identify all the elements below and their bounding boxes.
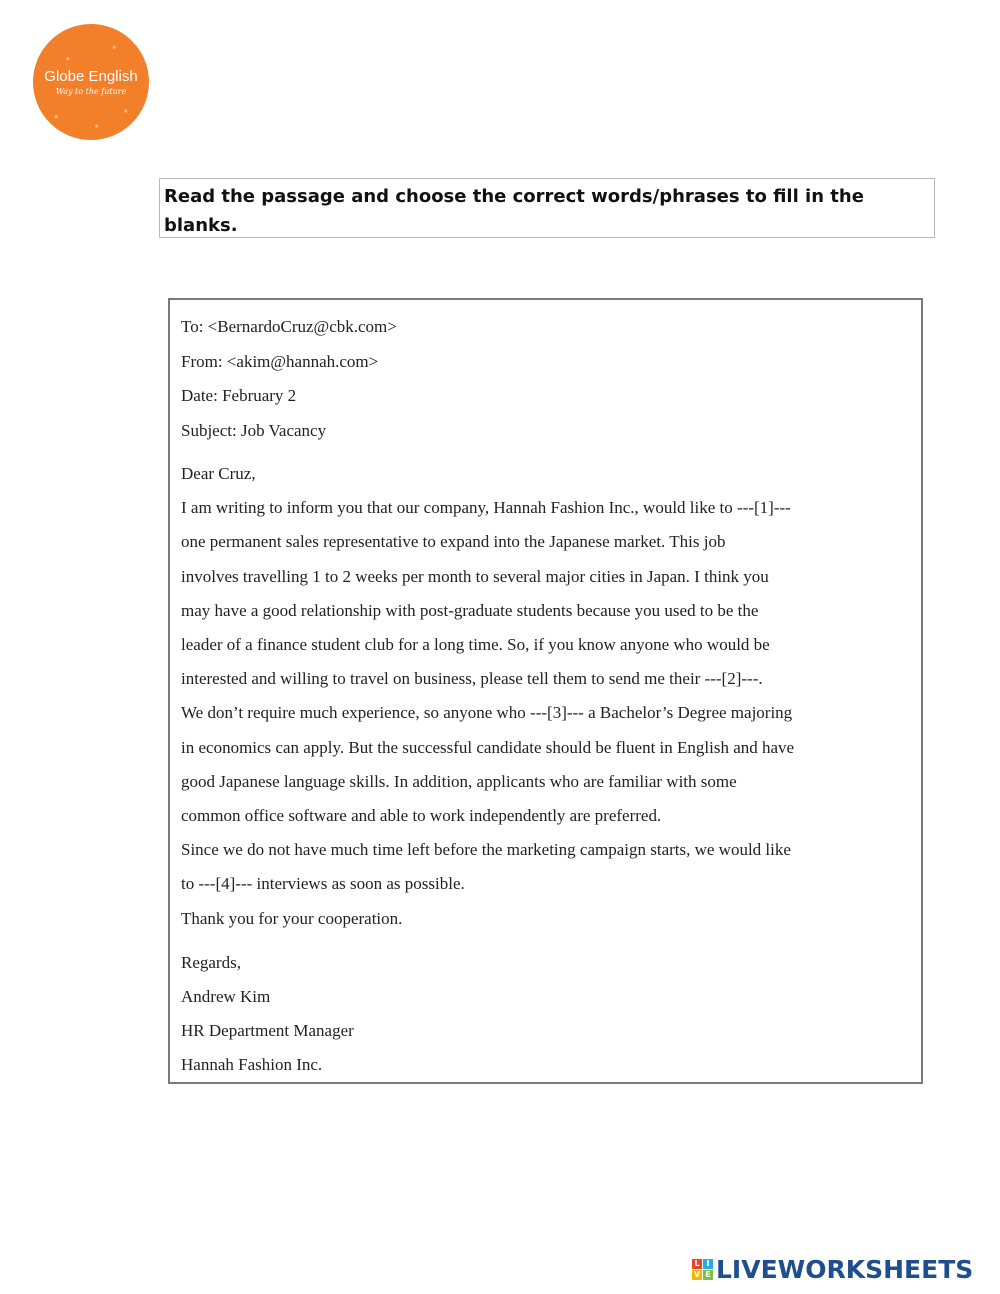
email-subject: Subject: Job Vacancy — [181, 420, 327, 440]
email-closing: Regards, — [181, 952, 241, 972]
email-signer-name: Andrew Kim — [181, 987, 271, 1007]
email-body-line: interested and willing to travel on business, please tell them to send me their ---[2]---. — [181, 669, 763, 689]
block-i: I — [703, 1259, 713, 1269]
email-body-line: may have a good relationship with post-graduate students because you used to be the — [181, 600, 759, 620]
email-body-line: Since we do not have much time left before the marketing campaign starts, we would like — [181, 840, 791, 860]
logo-title: Globe English — [44, 67, 138, 85]
email-body-line: good Japanese language skills. In addition, applicants who are familiar with some — [181, 771, 737, 791]
email-body-line: involves travelling 1 to 2 weeks per month to several major cities in Japan. I think you — [181, 566, 769, 586]
email-greeting: Dear Cruz, — [181, 464, 256, 483]
email-signer-title: HR Department Manager — [181, 1021, 354, 1041]
email-body-line: leader of a finance student club for a long time. So, if you know anyone who would be — [181, 635, 770, 655]
email-signer-company: Hannah Fashion Inc. — [181, 1055, 323, 1075]
liveworksheets-logo — [692, 1254, 973, 1284]
block-l: L — [692, 1259, 702, 1269]
liveworksheets-blocks-icon — [692, 1259, 713, 1280]
globe-english-logo — [33, 24, 149, 140]
email-from: From: <akim@hannah.com> — [181, 351, 379, 371]
block-e: E — [703, 1270, 713, 1280]
email-body-line: to ---[4]--- interviews as soon as possible. — [181, 874, 465, 894]
instruction-box — [159, 178, 935, 238]
block-v: V — [693, 1269, 701, 1279]
email-body-line: in economics can apply. But the successful candidate should be fluent in English and have — [181, 737, 795, 757]
instruction-text: Read the passage and choose the correct words/phrases to fill in the blanks. — [164, 186, 864, 236]
email-body-line: I am writing to inform you that our company, Hannah Fashion Inc., would like to ---[1]--- — [181, 498, 791, 518]
email-body-line: We don’t require much experience, so anyone who ---[3]--- a Bachelor’s Degree majoring — [181, 703, 793, 723]
email-to: To: <BernardoCruz@cbk.com> — [181, 317, 397, 336]
email-date: Date: February 2 — [181, 386, 297, 405]
email-body-line: Thank you for your cooperation. — [181, 908, 403, 928]
logo-tagline: Way to the future — [55, 86, 127, 96]
liveworksheets-brand: LIVEWORKSHEETS — [716, 1254, 974, 1284]
email-passage — [168, 298, 923, 1084]
email-body-line: one permanent sales representative to expand into the Japanese market. This job — [181, 532, 726, 552]
email-body-line: common office software and able to work independently are preferred. — [181, 806, 662, 826]
